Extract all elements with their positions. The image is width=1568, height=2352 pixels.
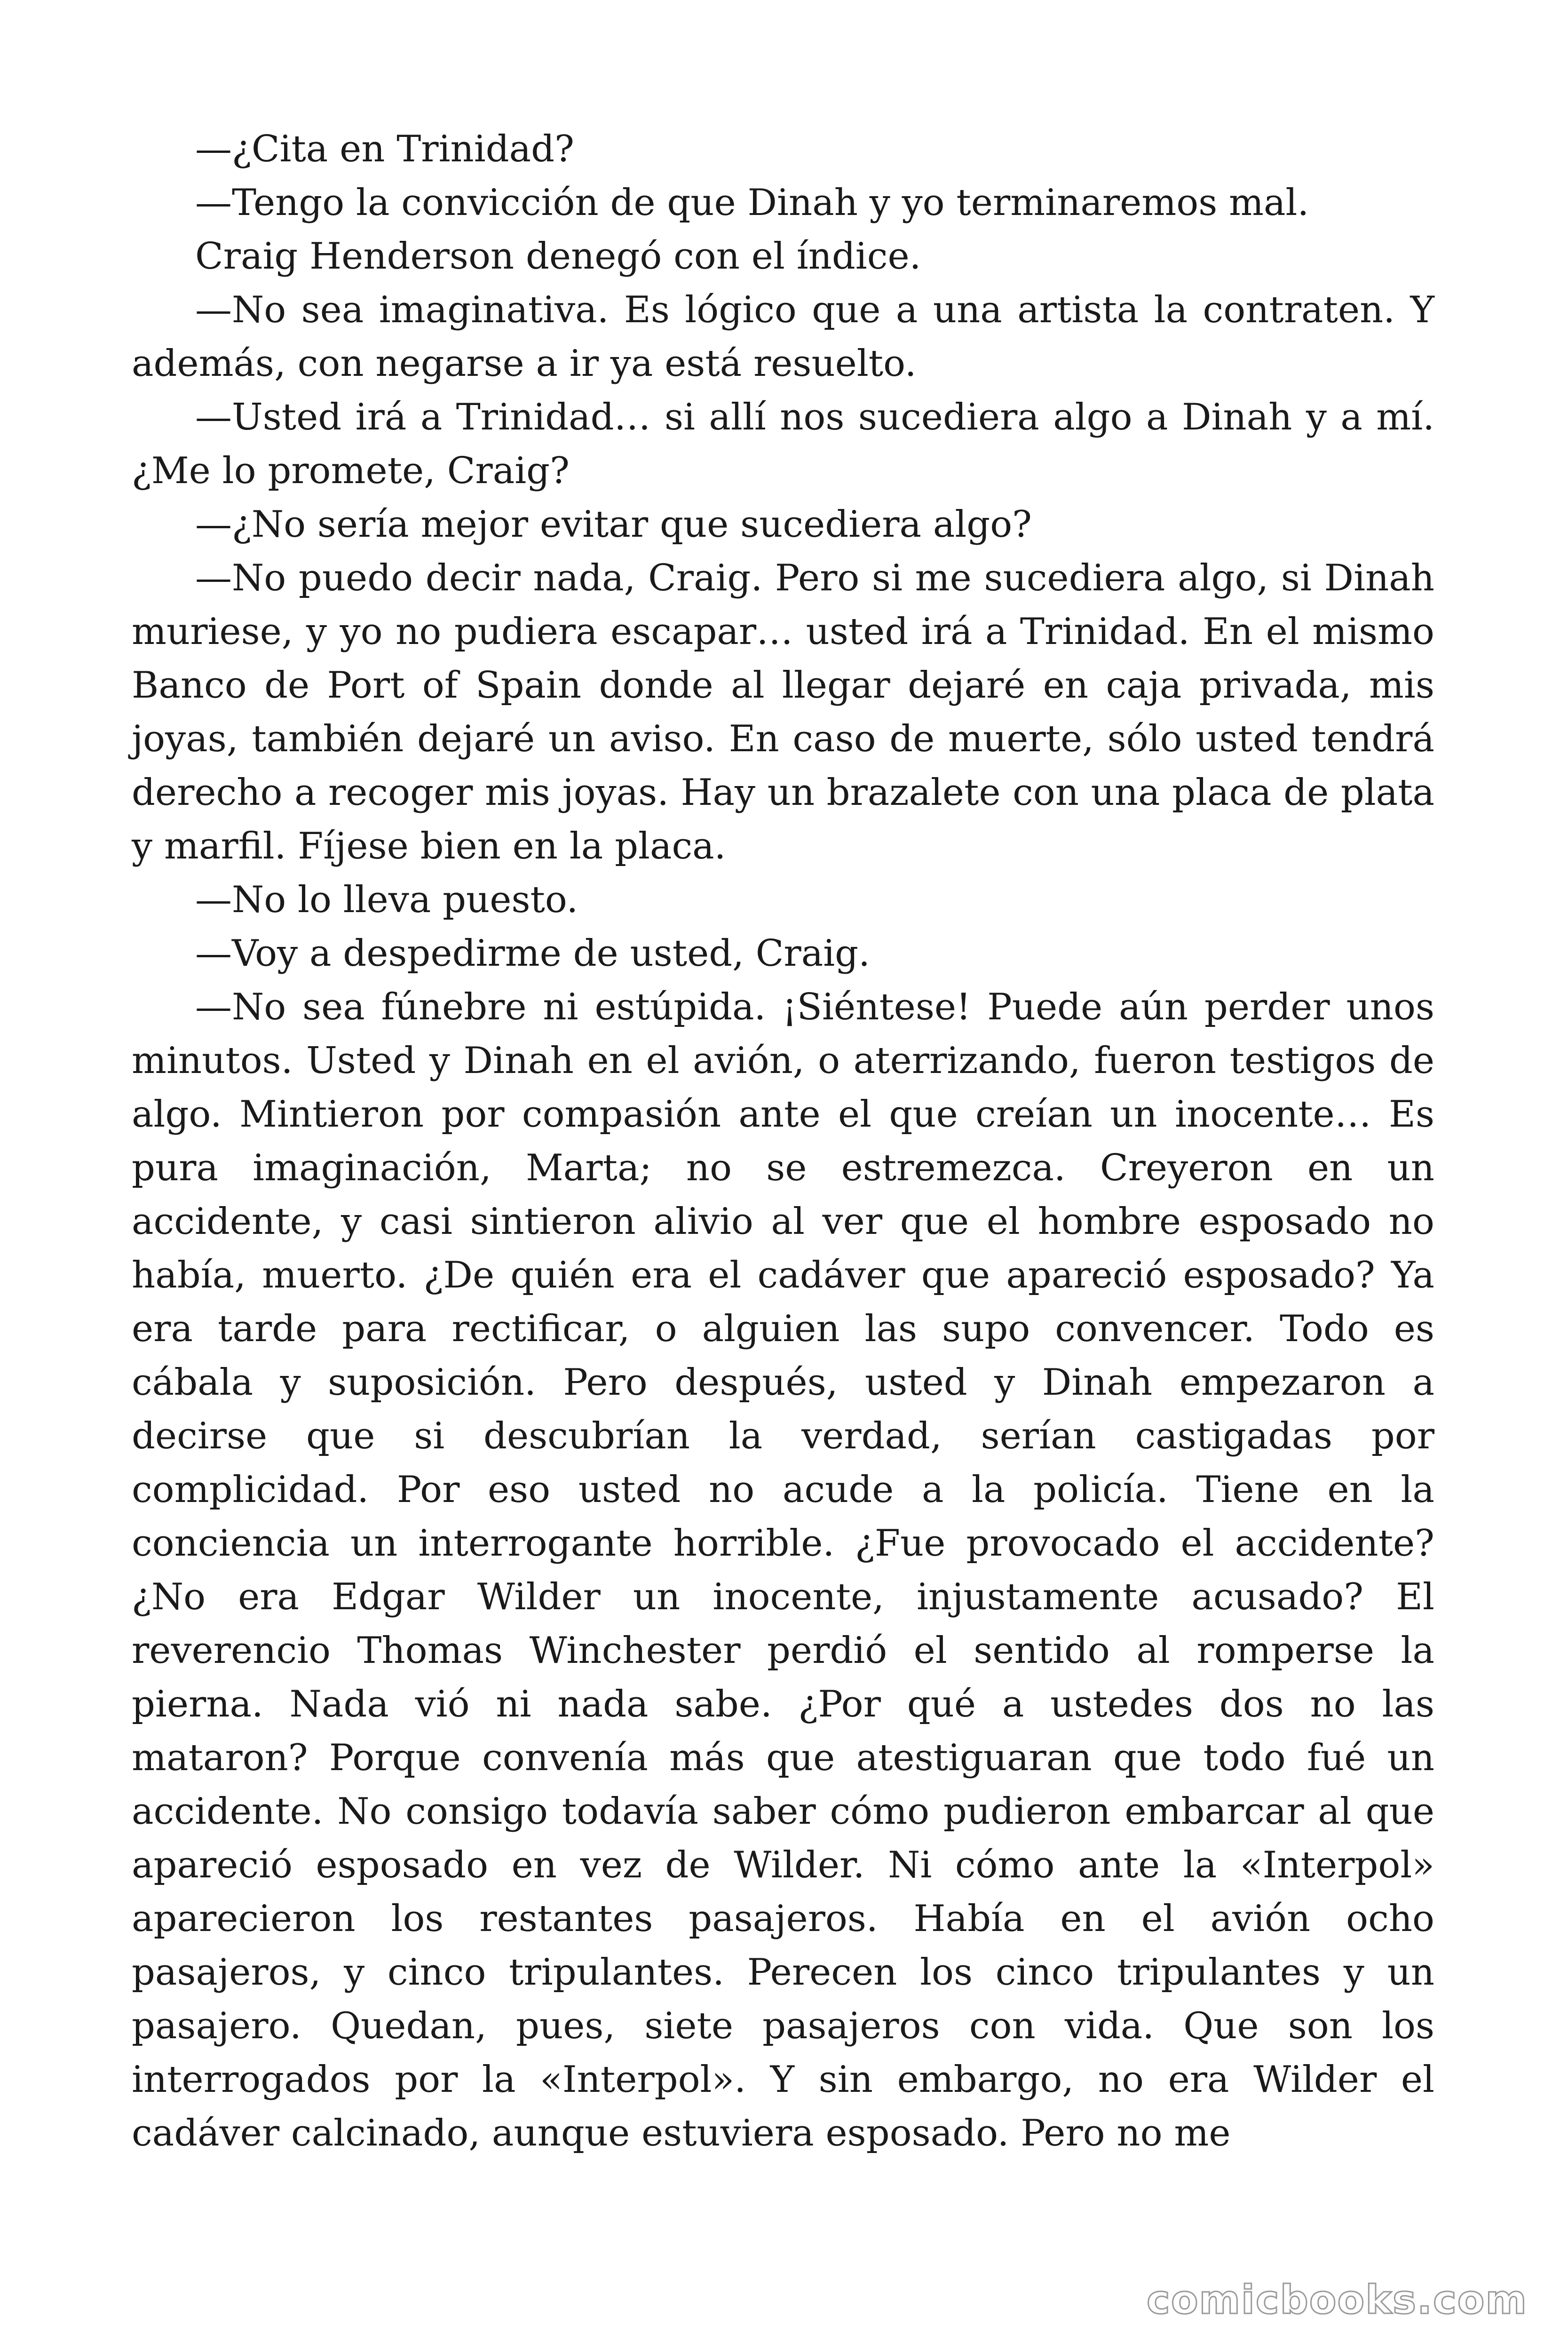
paragraph: Craig Henderson denegó con el índice. [195,235,921,278]
paragraph: —No lo lleva puesto. [195,879,578,921]
paragraph: —No sea imaginativa. Es lógico que a una artista la contraten. Y además, con negarse a ir ya está resuelto. [132,289,1434,385]
page-text [132,122,1434,2160]
paragraph: —No sea fúnebre ni estúpida. ¡Siéntese! Puede aún perder unos minutos. Usted y Dinah en el avión, o aterrizando, fueron testigos de algo. Mintieron por compasión ante el que creían un inocente… Es pura imaginación, Marta; no se estremezca. Creyeron en un accidente, y casi sintieron alivio al ver que el hombre esposado no había, muerto. ¿De quién era el cadáver que apareció esposado? Ya era tarde para rectificar, o alguien las supo convencer. Todo es cábala y suposición. Pero después, usted y Dinah empezaron a decirse que si descubrían la verdad, serían castigadas por complicidad. Por eso usted no acude a la policía. Tiene en la conciencia un interrogante horrible. ¿Fue provocado el accidente? ¿No era Edgar Wilder un inocente, injustamente acusado? El reverencio Thomas Winchester perdió el sentido al romperse la pierna. Nada vió ni nada sabe. ¿Por qué a ustedes dos no las mataron? Porque convenía más que atestiguaran que todo fué un accidente. No consigo todavía saber cómo pudieron embarcar al que apareció esposado en vez de Wilder. Ni cómo ante la «Interpol» aparecieron los restantes pasajeros. Había en el avión ocho pasajeros, y cinco tripulantes. Perecen los cinco tripulantes y un pasajero. Quedan, pues, siete pasajeros con vida. Que son los interrogados por la «Interpol». Y sin embargo, no era Wilder el cadáver calcinado, aunque estuviera esposado. Pero no me [132,986,1434,2154]
paragraph: —Tengo la convicción de que Dinah y yo terminaremos mal. [195,182,1309,224]
paragraph: —Voy a despedirme de usted, Craig. [195,932,870,975]
paragraph: —¿No sería mejor evitar que sucediera algo? [195,503,1032,546]
paragraph: —No puedo decir nada, Craig. Pero si me sucediera algo, si Dinah muriese, y yo no pudiera escapar… usted irá a Trinidad. En el mismo Banco de Port of Spain donde al llegar dejaré en caja privada, mis joyas, también dejaré un aviso. En caso de muerte, sólo usted tendrá derecho a recoger mis joyas. Hay un brazalete con una placa de plata y marfil. Fíjese bien en la placa. [132,557,1434,867]
paragraph: —¿Cita en Trinidad? [195,128,574,170]
paragraph: —Usted irá a Trinidad… si allí nos sucediera algo a Dinah y a mí. ¿Me lo promete, Craig? [132,396,1434,492]
watermark: comicbooks.com [1147,2277,1528,2323]
